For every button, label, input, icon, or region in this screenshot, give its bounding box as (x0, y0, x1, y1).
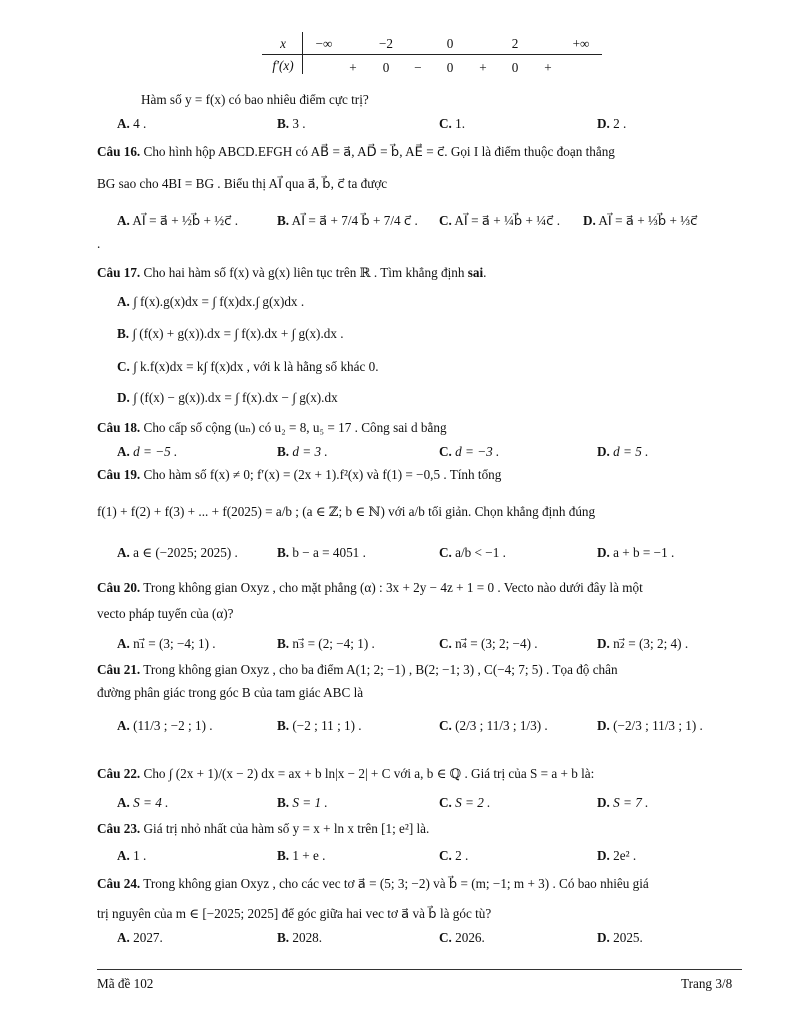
x-value: −∞ (315, 36, 333, 51)
option-a: a ∈ (−2025; 2025) . (133, 545, 238, 560)
question-text: Cho cấp số cộng (uₙ) có u₂ = 8, u₅ = 17 . Công sai d bằng (143, 420, 447, 435)
sign: 0 (382, 60, 390, 75)
question-label: Câu 22. (97, 766, 141, 781)
sign: 0 (446, 60, 454, 75)
question-text: Trong không gian Oxyz , cho mặt phẳng (α) : 3x + 2y − 4z + 1 = 0 . Vecto nào dưới đây là một (143, 580, 643, 595)
option-letter: C. (439, 213, 452, 228)
option-letter: A. (117, 213, 130, 228)
option-letter: D. (597, 930, 610, 945)
option-b: AI⃗ = a⃗ + 7/4 b⃗ + 7/4 c⃗ . (291, 213, 418, 228)
option-letter: A. (117, 930, 130, 945)
option-letter: C. (117, 359, 130, 374)
option-b: n₃⃗ = (2; −4; 1) . (292, 636, 375, 651)
option-b: 2028. (292, 930, 323, 945)
sign: + (479, 60, 487, 75)
option-letter: B. (277, 636, 290, 651)
option-a: S = 4 . (133, 795, 169, 810)
question-emphasis: sai (467, 265, 484, 280)
sign: 0 (511, 60, 519, 75)
sign: + (349, 60, 357, 75)
option-letter: B. (277, 213, 290, 228)
option-c: S = 2 . (455, 795, 491, 810)
option-letter: D. (597, 116, 610, 131)
table-divider-horizontal (262, 54, 602, 55)
option-a: ∫ f(x).g(x)dx = ∫ f(x)dx.∫ g(x)dx . (133, 294, 305, 309)
x-value: 2 (511, 36, 519, 51)
option-b: S = 1 . (292, 795, 328, 810)
option-d: d = 5 . (613, 444, 649, 459)
option-d: 2e² . (613, 848, 637, 863)
question-label: Câu 23. (97, 821, 141, 836)
table-divider-vertical (302, 32, 303, 74)
option-letter: A. (117, 545, 130, 560)
option-c: (2/3 ; 11/3 ; 1/3) . (455, 718, 548, 733)
option-b: ∫ (f(x) + g(x)).dx = ∫ f(x).dx + ∫ g(x).dx . (132, 326, 344, 341)
question-text-cont: trị nguyên của m ∈ [−2025; 2025] để góc giữa hai vec tơ a⃗ và b⃗ là góc tù? (97, 906, 492, 921)
option-d: 2 . (613, 116, 627, 131)
question-label: Câu 16. (97, 144, 141, 159)
question-text: Cho hai hàm số f(x) và g(x) liên tục trên ℝ . Tìm khẳng định (143, 265, 465, 280)
question-label: Câu 24. (97, 876, 141, 891)
option-c: 2026. (455, 930, 485, 945)
option-b: 3 . (292, 116, 306, 131)
option-letter: C. (439, 116, 452, 131)
option-letter: D. (117, 390, 130, 405)
option-b: d = 3 . (292, 444, 328, 459)
sign: + (544, 60, 552, 75)
exam-code: Mã đề 102 (97, 976, 154, 991)
footer-divider (97, 969, 742, 970)
option-letter: A. (117, 444, 130, 459)
question-label: Câu 19. (97, 467, 141, 482)
question-text-cont: vecto pháp tuyến của (α)? (97, 606, 234, 621)
table-header-x: x (280, 36, 286, 51)
option-letter: A. (117, 294, 130, 309)
option-letter: C. (439, 545, 452, 560)
page-number: Trang 3/8 (681, 976, 733, 991)
option-d: AI⃗ = a⃗ + ⅓b⃗ + ⅓c⃗ (598, 213, 698, 228)
option-c: ∫ k.f(x)dx = k∫ f(x)dx , với k là hằng số khác 0. (133, 359, 379, 374)
option-d: a + b = −1 . (613, 545, 675, 560)
question-text: Trong không gian Oxyz , cho ba điểm A(1; 2; −1) , B(2; −1; 3) , C(−4; 7; 5) . Tọa độ chân (143, 662, 618, 677)
sign: − (414, 60, 422, 75)
question-label: Câu 21. (97, 662, 141, 677)
option-letter: D. (597, 718, 610, 733)
option-letter: D. (597, 444, 610, 459)
question-text-cont: f(1) + f(2) + f(3) + ... + f(2025) = a/b ; (a ∈ ℤ; b ∈ ℕ) với a/b tối giản. Chọn khẳng định đúng (97, 504, 596, 519)
option-letter: A. (117, 848, 130, 863)
option-letter: B. (277, 545, 290, 560)
option-letter: B. (277, 848, 290, 863)
option-letter: D. (597, 545, 610, 560)
option-letter: B. (117, 326, 130, 341)
option-letter: D. (583, 213, 596, 228)
option-letter: B. (277, 718, 290, 733)
option-a: 1 . (133, 848, 147, 863)
option-d: ∫ (f(x) − g(x)).dx = ∫ f(x).dx − ∫ g(x).dx (133, 390, 338, 405)
option-a: (11/3 ; −2 ; 1) . (133, 718, 213, 733)
option-a: d = −5 . (133, 444, 178, 459)
question-text-cont: đường phân giác trong góc B của tam giác ABC là (97, 685, 364, 700)
stray-dot: . (97, 236, 101, 251)
option-b: (−2 ; 11 ; 1) . (292, 718, 362, 733)
question-text-cont: BG sao cho 4BI = BG . Biểu thị AI⃗ qua a⃗, b⃗, c⃗ ta được (97, 176, 388, 191)
option-letter: B. (277, 444, 290, 459)
option-letter: C. (439, 444, 452, 459)
option-c: 2 . (455, 848, 469, 863)
option-letter: A. (117, 636, 130, 651)
option-letter: A. (117, 116, 130, 131)
option-letter: B. (277, 930, 290, 945)
option-letter: D. (597, 848, 610, 863)
option-b: b − a = 4051 . (292, 545, 366, 560)
question-label: Câu 20. (97, 580, 141, 595)
option-letter: C. (439, 636, 452, 651)
question-text: Cho ∫ (2x + 1)/(x − 2) dx = ax + b ln|x − 2| + C với a, b ∈ ℚ . Giá trị của S = a + b là: (143, 766, 595, 781)
table-header-fprime: f′(x) (272, 58, 294, 73)
option-a: n₁⃗ = (3; −4; 1) . (133, 636, 216, 651)
question-label: Câu 17. (97, 265, 141, 280)
option-c: d = −3 . (455, 444, 500, 459)
question-text: Trong không gian Oxyz , cho các vec tơ a⃗ = (5; 3; −2) và b⃗ = (m; −1; m + 3) . Có bao nhiêu giá (143, 876, 649, 891)
question-label: Câu 18. (97, 420, 141, 435)
question-text: Cho hàm số f(x) ≠ 0; f′(x) = (2x + 1).f²(x) và f(1) = −0,5 . Tính tổng (143, 467, 502, 482)
option-letter: C. (439, 930, 452, 945)
option-a: AI⃗ = a⃗ + ½b⃗ + ½c⃗ . (132, 213, 238, 228)
option-letter: C. (439, 718, 452, 733)
question-text: Giá trị nhỏ nhất của hàm số y = x + ln x trên [1; e²] là. (143, 821, 430, 836)
option-d: (−2/3 ; 11/3 ; 1) . (613, 718, 703, 733)
option-a: 2027. (133, 930, 163, 945)
option-d: S = 7 . (613, 795, 649, 810)
option-c: a/b < −1 . (455, 545, 506, 560)
question-text: Hàm số y = f(x) có bao nhiêu điểm cực trị? (141, 92, 369, 107)
option-letter: C. (439, 795, 452, 810)
option-letter: D. (597, 795, 610, 810)
option-b: 1 + e . (292, 848, 326, 863)
option-a: 4 . (133, 116, 147, 131)
option-letter: A. (117, 795, 130, 810)
option-letter: D. (597, 636, 610, 651)
option-d: n₂⃗ = (3; 2; 4) . (613, 636, 689, 651)
option-c: 1. (455, 116, 466, 131)
x-value: 0 (446, 36, 454, 51)
x-value: −2 (378, 36, 394, 51)
option-d: 2025. (613, 930, 643, 945)
option-letter: C. (439, 848, 452, 863)
x-value: +∞ (572, 36, 590, 51)
option-c: n₄⃗ = (3; 2; −4) . (455, 636, 538, 651)
option-letter: A. (117, 718, 130, 733)
option-c: AI⃗ = a⃗ + ¼b⃗ + ¼c⃗ . (454, 213, 560, 228)
option-letter: B. (277, 116, 290, 131)
option-letter: B. (277, 795, 290, 810)
question-text: Cho hình hộp ABCD.EFGH có AB⃗ = a⃗, AD⃗ = b⃗, AE⃗ = c⃗. Gọi I là điểm thuộc đoạn thẳng (143, 144, 615, 159)
